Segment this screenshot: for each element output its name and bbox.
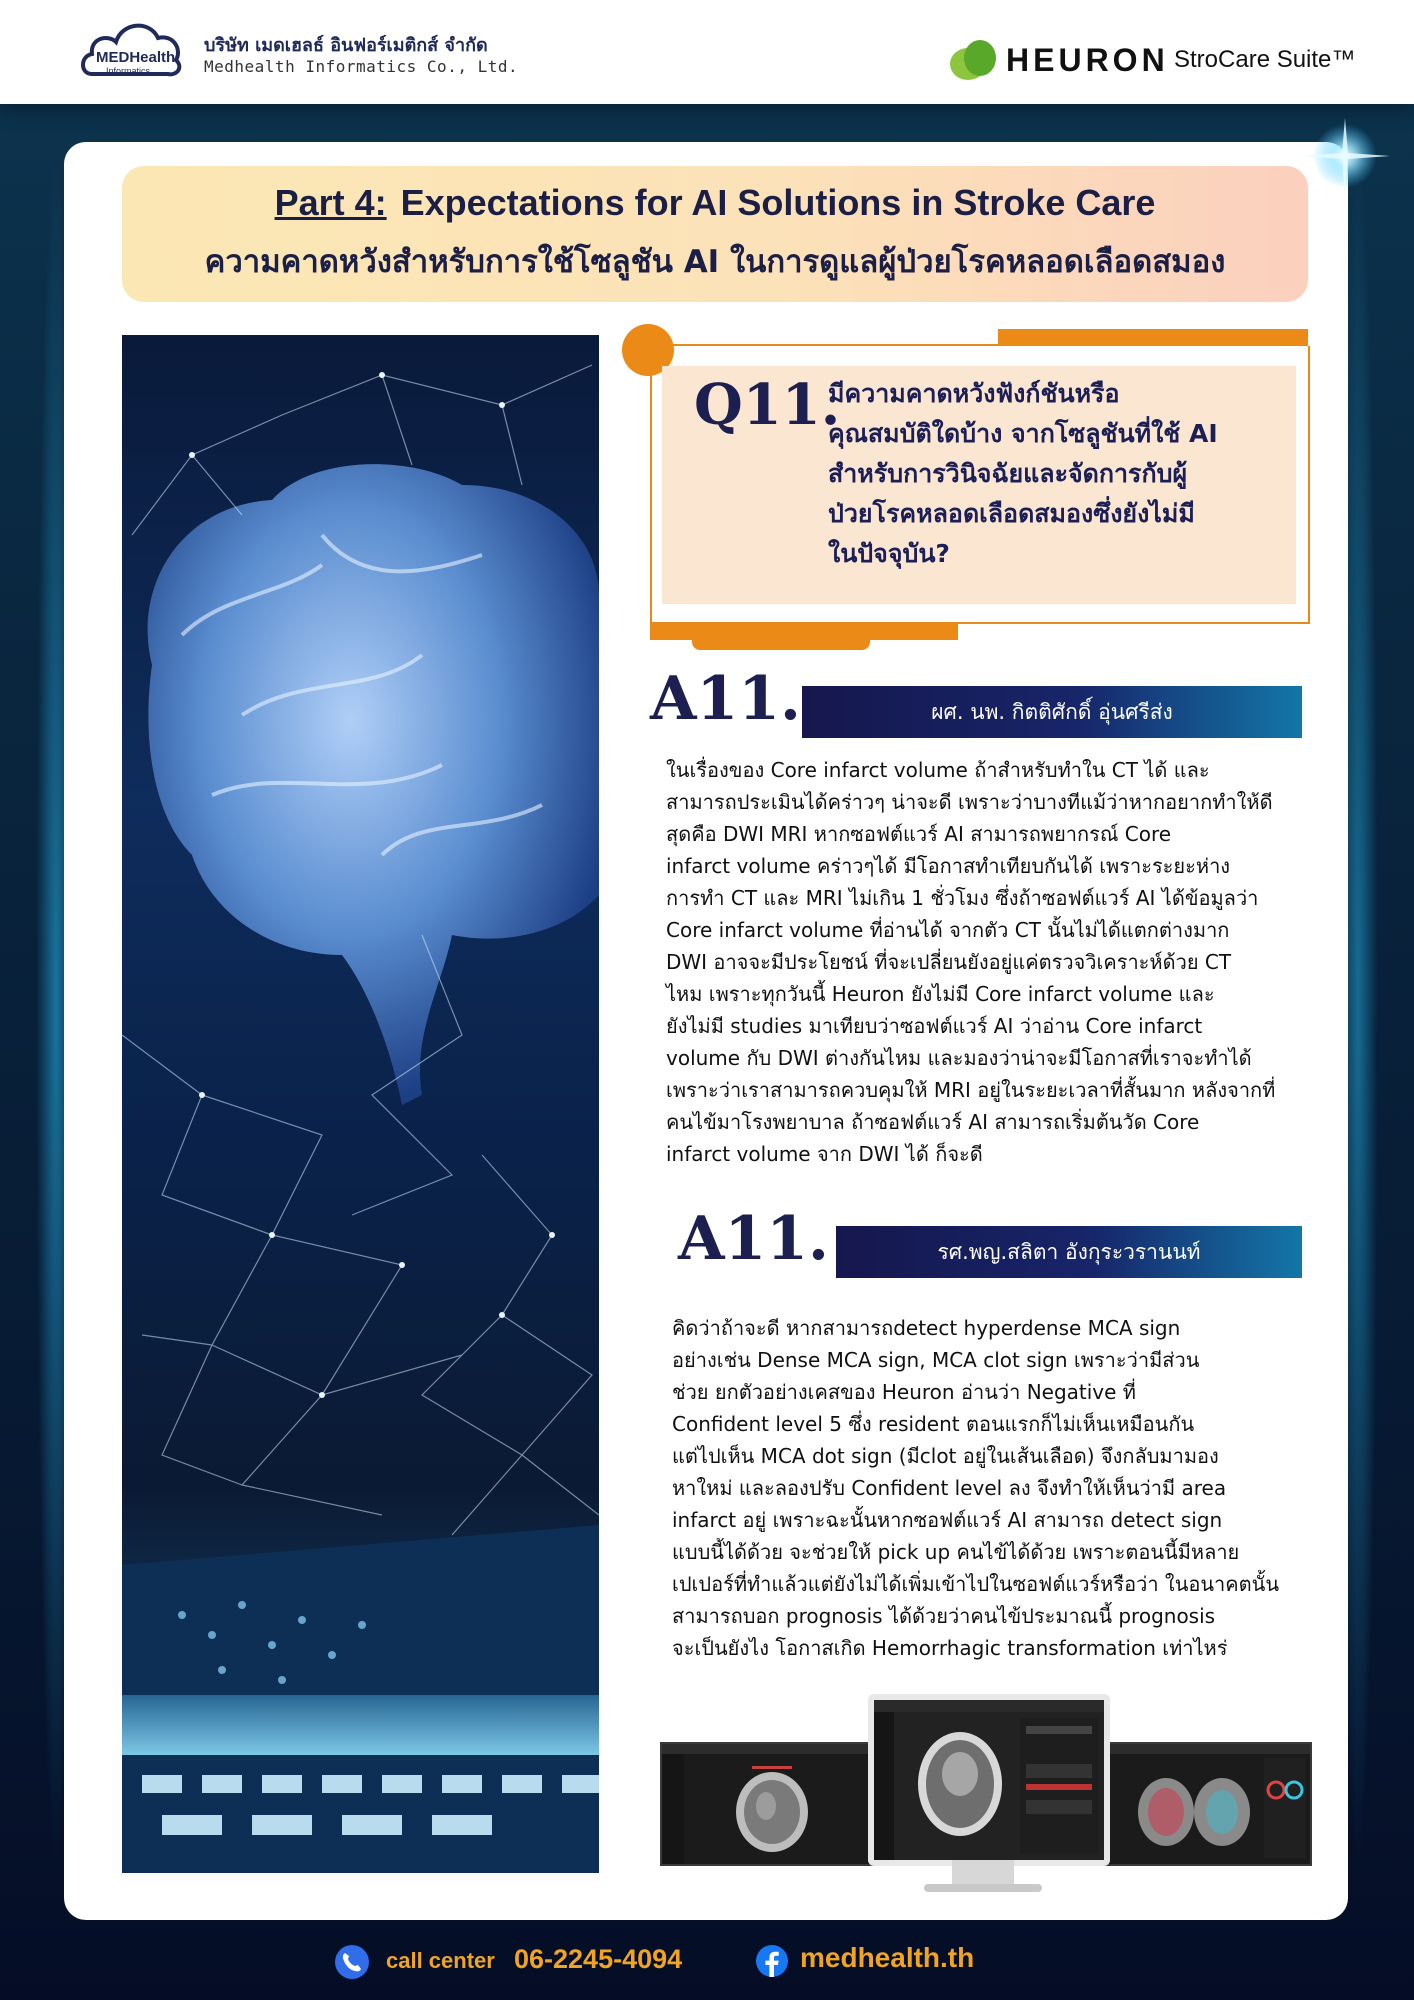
question-top-accent bbox=[998, 329, 1308, 346]
brain-network-graphic bbox=[122, 335, 599, 1873]
question-label: Q11. bbox=[694, 372, 841, 438]
svg-text:MEDHealth: MEDHealth bbox=[96, 49, 176, 66]
answer-line: volume กับ DWI ต่างกันไหม และมองว่าน่าจะมีโอกาสที่เราจะทำได้ bbox=[666, 1046, 1252, 1070]
answer-label: A11. bbox=[650, 664, 801, 734]
answer-line: แบบนี้ได้ด้วย จะช่วยให้ pick up คนไข้ได้ด้วย เพราะตอนนี้มีหลาย bbox=[672, 1540, 1240, 1564]
answer-line: หาใหม่ และลองปรับ Confident level ลง จึงทำให้เห็นว่ามี area bbox=[672, 1476, 1227, 1500]
monitor-base bbox=[924, 1884, 1042, 1892]
strocare-suite-label: StroCare Suite™ bbox=[1174, 46, 1356, 73]
ct-scan-image bbox=[874, 1700, 1104, 1860]
question-text bbox=[828, 374, 1294, 574]
facebook-icon bbox=[756, 1945, 788, 1977]
phone-icon bbox=[334, 1944, 370, 1980]
answer-line: infarct volume จาก DWI ได้ ก็จะดี bbox=[666, 1142, 983, 1166]
page-title-english bbox=[122, 182, 1308, 224]
answer-line: แต่ไปเห็น MCA dot sign (มีclot อยู่ในเส้นเลือด) จึงกลับมามอง bbox=[672, 1444, 1219, 1468]
answer-line: ไหม เพราะทุกวันนี้ Heuron ยังไม่มี Core infarct volume และ bbox=[666, 982, 1215, 1006]
heuron-leaf-logo bbox=[948, 36, 1002, 84]
answer-text bbox=[672, 1312, 1308, 1664]
answer-line: ช่วย ยกตัวอย่างเคสของ Heuron อ่านว่า Negative ที่ bbox=[672, 1380, 1136, 1404]
header-bar bbox=[0, 0, 1414, 104]
software-screenshot-right bbox=[1096, 1742, 1312, 1866]
answer-line: ในเรื่องของ Core infarct volume ถ้าสำหรับทำใน CT ได้ และ bbox=[666, 758, 1210, 782]
answer-line: การทำ CT และ MRI ไม่เกิน 1 ชั่วโมง ซึ่งถ้าซอฟต์แวร์ AI ได้ข้อมูลว่า bbox=[666, 886, 1259, 910]
answer-line: จะเป็นยังไง โอกาสเกิด Hemorrhagic transformation เท่าไหร่ bbox=[672, 1636, 1228, 1660]
question-line: ในปัจจุบัน? bbox=[828, 539, 950, 568]
answer-text bbox=[666, 754, 1306, 1170]
answer-line: สุดคือ DWI MRI หากซอฟต์แวร์ AI สามารถพยากรณ์ Core bbox=[666, 822, 1172, 846]
svg-text:Informatics: Informatics bbox=[106, 66, 151, 76]
question-bottom-tab bbox=[692, 640, 870, 650]
answer-line: Confident level 5 ซึ่ง resident ตอนแรกก็ไม่เห็นเหมือนกัน bbox=[672, 1412, 1195, 1436]
answer-line: infarct อยู่ เพราะฉะนั้นหากซอฟต์แวร์ AI สามารถ detect sign bbox=[672, 1508, 1223, 1532]
company-name-thai: บริษัท เมดเฮลธ์ อินฟอร์เมติกส์ จำกัด bbox=[204, 35, 488, 56]
answer-line: infarct volume คร่าวๆได้ มีโอกาสทำเทียบกันได้ เพราะระยะห่าง bbox=[666, 854, 1231, 878]
heuron-brand: HEURON bbox=[1006, 42, 1169, 78]
software-screenshot-center bbox=[868, 1694, 1110, 1866]
page-title-thai: ความคาดหวังสำหรับการใช้โซลูชัน AI ในการดูแลผู้ป่วยโรคหลอดเลือดสมอง bbox=[204, 244, 1226, 280]
answer-line: เปเปอร์ที่ทำแล้วแต่ยังไม่ได้เพิ่มเข้าไปในซอฟต์แวร์หรือว่า ในอนาคตนั้น bbox=[672, 1572, 1279, 1596]
answer-line: DWI อาจจะมีประโยชน์ ที่จะเปลี่ยนยังอยู่แค่ตรวจวิเคราะห์ด้วย CT bbox=[666, 950, 1232, 974]
answer-line: เพราะว่าเราสามารถควบคุมให้ MRI อยู่ในระยะเวลาที่สั้นมาก หลังจากที่ bbox=[666, 1078, 1276, 1102]
question-bottom-accent bbox=[650, 624, 958, 640]
answer-speaker-banner: ผศ. นพ. กิตติศักดิ์ อุ่นศรีส่ง bbox=[802, 686, 1302, 738]
ct-scan-image bbox=[1098, 1744, 1310, 1864]
answer-line: อย่างเช่น Dense MCA sign, MCA clot sign เพราะว่ามีส่วน bbox=[672, 1348, 1200, 1372]
answer-speaker-banner: รศ.พญ.สลิตา อังกุระวรานนท์ bbox=[836, 1226, 1302, 1278]
part-label: Part 4: bbox=[274, 182, 387, 223]
facebook-handle[interactable]: medhealth.th bbox=[800, 1942, 975, 1973]
answer-line: สามารถบอก prognosis ได้ด้วยว่าคนไข้ประมาณนี้ prognosis bbox=[672, 1604, 1216, 1628]
question-line: ป่วยโรคหลอดเลือดสมองซึ่งยังไม่มี bbox=[828, 499, 1195, 528]
question-line: คุณสมบัติใดบ้าง จากโซลูชันที่ใช้ AI bbox=[828, 419, 1218, 448]
title-text: Expectations for AI Solutions in Stroke Care bbox=[400, 182, 1156, 223]
answer-line: คนไข้มาโรงพยาบาล ถ้าซอฟต์แวร์ AI สามารถเริ่มต้นวัด Core bbox=[666, 1110, 1200, 1134]
medhealth-cloud-logo bbox=[78, 16, 184, 80]
answer-line: Core infarct volume ที่อ่านได้ จากตัว CT นั้นไม่ได้แตกต่างมาก bbox=[666, 918, 1230, 942]
answer-line: คิดว่าถ้าจะดี หากสามารถdetect hyperdense MCA sign bbox=[672, 1316, 1181, 1340]
software-screenshot-left bbox=[660, 1742, 876, 1866]
ct-scan-image bbox=[662, 1744, 874, 1864]
answer-line: ยังไม่มี studies มาเทียบว่าซอฟต์แวร์ AI ว่าอ่าน Core infarct bbox=[666, 1014, 1203, 1038]
call-center-label: call center bbox=[386, 1948, 495, 1973]
answer-label: A11. bbox=[678, 1204, 829, 1274]
call-center-number[interactable]: 06-2245-4094 bbox=[514, 1944, 683, 1974]
question-line: มีความคาดหวังฟังก์ชันหรือ bbox=[828, 379, 1120, 408]
ai-brain-illustration bbox=[122, 335, 599, 1873]
answer-line: สามารถประเมินได้คร่าวๆ น่าจะดี เพราะว่าบางทีแม้ว่าหากอยากทำให้ดี bbox=[666, 790, 1273, 814]
company-name-english: Medhealth Informatics Co., Ltd. bbox=[204, 57, 519, 76]
sparkle-icon bbox=[1300, 118, 1390, 208]
question-line: สำหรับการวินิจฉัยและจัดการกับผู้ bbox=[828, 459, 1188, 488]
